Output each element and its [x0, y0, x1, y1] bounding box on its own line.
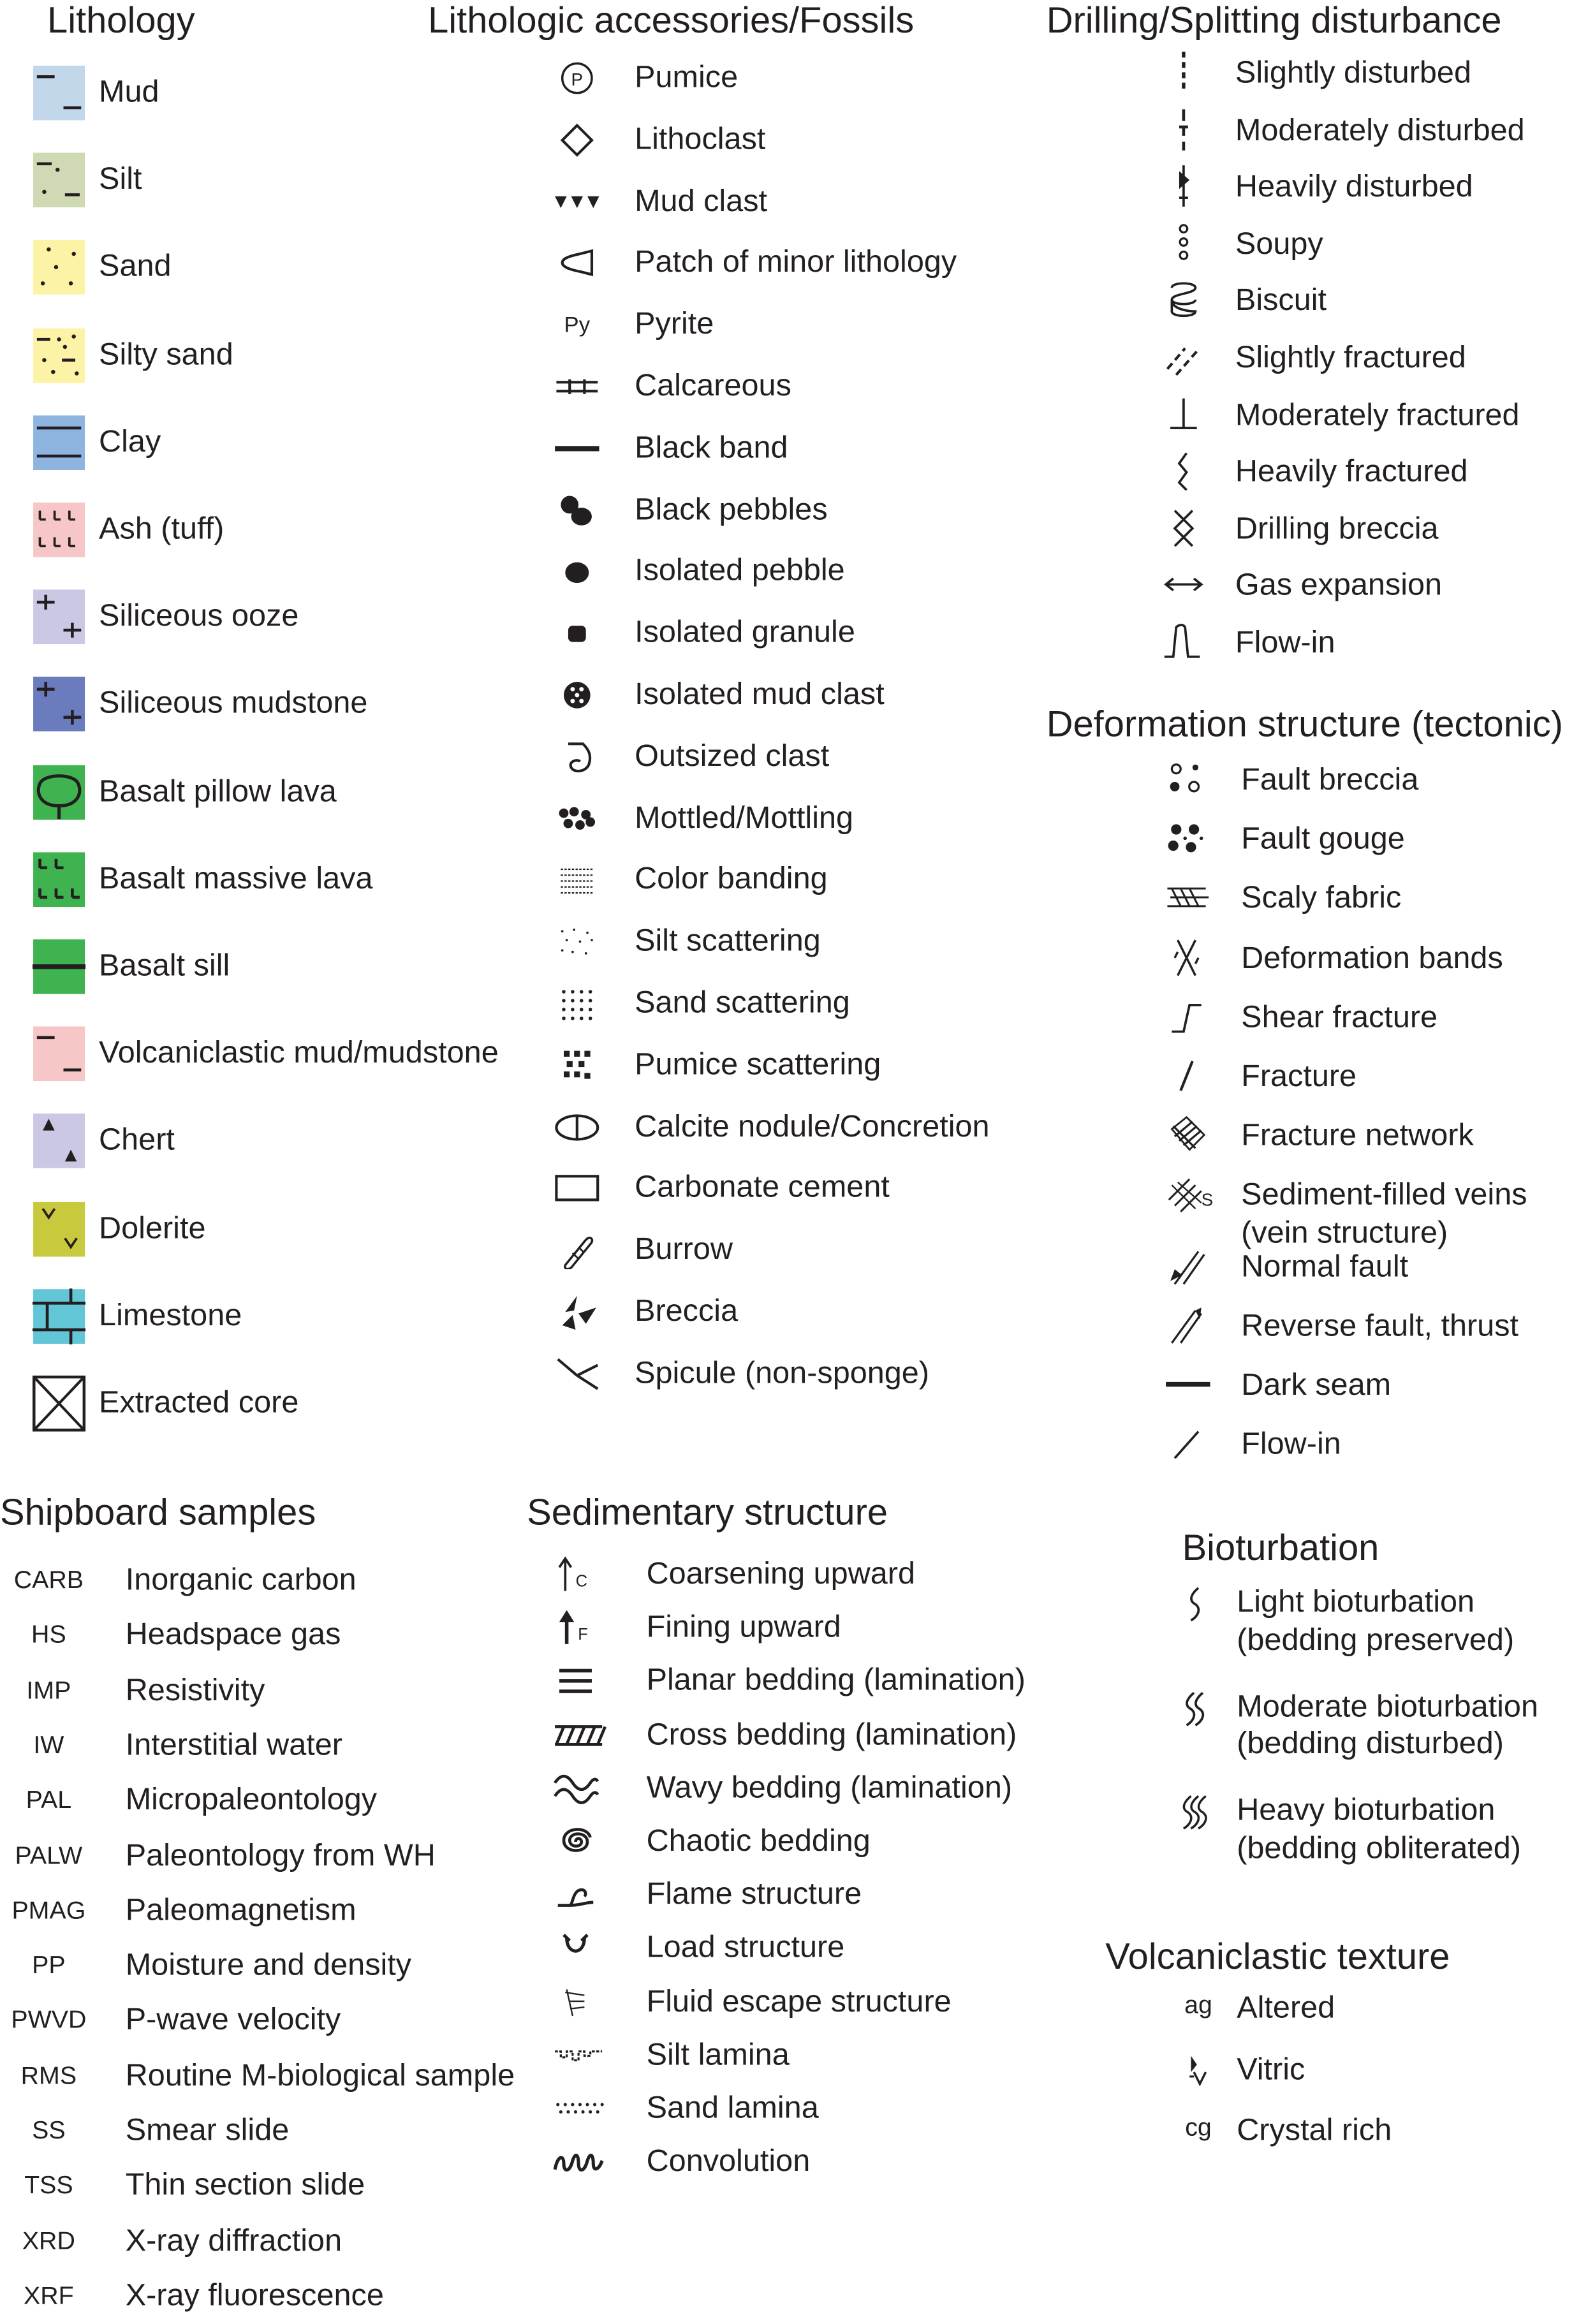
shear-fracture-icon — [1163, 996, 1210, 1045]
accessory-label-line: Black band — [635, 430, 788, 465]
sample-label: Headspace gas — [125, 1617, 341, 1652]
accessory-label — [635, 1231, 733, 1269]
soupy-icon — [1161, 223, 1205, 271]
accessory-label — [635, 799, 853, 837]
drilling-label — [1235, 283, 1327, 320]
lithology-label — [99, 860, 372, 898]
deformation-label-line: Sediment-filled veins — [1241, 1178, 1527, 1212]
biscuit-icon — [1161, 279, 1205, 328]
accessory-label-line: Isolated mud clast — [635, 677, 885, 712]
moderate-bioturbation-icon — [1178, 1688, 1214, 1736]
accessories-heading: Lithologic accessories/Fossils — [428, 0, 915, 41]
gas-expansion-icon — [1161, 564, 1205, 613]
lithology-label-line: Ash (tuff) — [99, 511, 224, 547]
shipboard-heading: Shipboard samples — [0, 1492, 316, 1534]
accessory-label — [635, 244, 957, 282]
accessory-label-line: Spicule (non-sponge) — [635, 1356, 930, 1390]
light-bioturbation-icon — [1178, 1584, 1214, 1632]
basalt-pillow-swatch — [33, 764, 85, 828]
black-band-icon — [554, 429, 601, 475]
svg-text:S: S — [1201, 1190, 1214, 1210]
sample-label: Paleontology from WH — [125, 1838, 436, 1872]
accessory-label-line: Sand scattering — [635, 985, 850, 1020]
clay-swatch — [33, 415, 85, 478]
ash-swatch — [33, 502, 85, 566]
sample-code: PMAG — [11, 1896, 86, 1925]
lithology-label-line: Limestone — [99, 1298, 242, 1333]
bioturbation-heading: Bioturbation — [1182, 1527, 1379, 1569]
deformation-label — [1241, 1248, 1408, 1286]
sedimentary-heading: Sedimentary structure — [527, 1492, 888, 1534]
sedimentary-label — [647, 2036, 790, 2074]
deformation-label-line: Fracture network — [1241, 1119, 1474, 1153]
sedimentary-label-line: Cross bedding (lamination) — [646, 1717, 1017, 1751]
sedimentary-label-line: Load structure — [646, 1931, 845, 1965]
drilling-label — [1235, 55, 1471, 92]
accessory-label-line: Calcite nodule/Concretion — [635, 1109, 990, 1144]
sedimentary-label — [647, 1769, 1013, 1807]
basalt-massive-swatch — [33, 851, 85, 915]
drilling-label-line: Flow-in — [1235, 626, 1335, 660]
mud-clast-icon — [554, 182, 601, 228]
sample-label: Paleomagnetism — [125, 1893, 357, 1927]
drilling-label-line: Moderately disturbed — [1235, 113, 1525, 147]
coarsening-upward-icon — [552, 1555, 599, 1601]
burrow-icon — [554, 1231, 601, 1277]
lithology-label — [99, 1035, 499, 1073]
lithology-label — [99, 336, 233, 374]
normal-fault-icon — [1163, 1245, 1210, 1293]
volcaniclastic-label-line: Crystal rich — [1237, 2113, 1392, 2148]
accessory-label — [635, 923, 821, 960]
sedimentary-label-line: Sand lamina — [646, 2091, 819, 2126]
flame-structure-icon — [552, 1876, 599, 1922]
deformation-label-line: Fault gouge — [1241, 822, 1405, 857]
drilling-label — [1235, 568, 1442, 605]
patch-icon — [554, 244, 601, 290]
altered-icon: ag — [1184, 1990, 1212, 2019]
silt-swatch — [33, 152, 85, 216]
basalt-sill-swatch — [33, 939, 85, 1003]
drilling-label — [1235, 510, 1439, 548]
drilling-label-line: Slightly fractured — [1235, 341, 1466, 375]
accessory-label — [635, 1170, 890, 1207]
sample-label: P-wave velocity — [125, 2003, 341, 2038]
heavily-disturbed-icon — [1161, 166, 1205, 214]
black-pebbles-icon — [554, 491, 601, 537]
chaotic-bedding-icon — [552, 1823, 599, 1869]
drilling-label-line: Heavily disturbed — [1235, 170, 1473, 204]
lithology-label — [99, 1210, 205, 1247]
lithology-label-line: Clay — [99, 424, 161, 459]
color-banding-icon — [554, 861, 601, 907]
sedimentary-label — [647, 1663, 1026, 1700]
accessory-label — [635, 861, 828, 899]
sedimentary-label-line: Wavy bedding (lamination) — [646, 1770, 1013, 1805]
deformation-label — [1241, 1367, 1391, 1404]
accessory-label-line: Isolated pebble — [635, 554, 845, 588]
lithology-label — [99, 598, 298, 636]
sand-swatch — [33, 240, 85, 304]
deformation-label — [1241, 761, 1418, 799]
deformation-label — [1241, 821, 1405, 858]
lithology-label-line: Basalt massive lava — [99, 861, 373, 896]
pumice-icon — [554, 59, 601, 105]
accessory-label — [635, 1293, 738, 1330]
sample-label: Routine M-biological sample — [125, 2058, 515, 2092]
accessory-label — [635, 305, 714, 343]
lithology-label-line: Basalt pillow lava — [99, 774, 337, 809]
lithology-label — [99, 161, 142, 199]
isolated-pebble-icon — [554, 552, 601, 598]
lithology-label — [99, 249, 171, 286]
pumice-scattering-icon — [554, 1046, 601, 1092]
accessory-label — [635, 1046, 881, 1084]
sample-label: Interstitial water — [125, 1728, 343, 1762]
outsized-clast-icon — [554, 738, 601, 784]
fault-breccia-icon — [1163, 758, 1210, 807]
drilling-label-line: Slightly disturbed — [1235, 55, 1471, 91]
accessory-label-line: Patch of minor lithology — [635, 246, 957, 280]
sedimentary-label — [647, 1823, 871, 1860]
convolution-icon — [552, 2144, 608, 2189]
heavy-bioturbation-icon — [1178, 1791, 1216, 1840]
svg-text:F: F — [578, 1626, 588, 1644]
bioturbation-label-line: Light bioturbation — [1237, 1585, 1475, 1619]
accessory-label-line: Pyrite — [635, 307, 714, 341]
fracture-icon — [1163, 1055, 1210, 1104]
bioturbation-label-line: Moderate bioturbation — [1237, 1689, 1539, 1723]
sample-code: PALW — [15, 1841, 83, 1869]
lithology-label-line: Dolerite — [99, 1210, 206, 1246]
flow-in-deformation-icon — [1163, 1423, 1210, 1471]
deformation-label-line: Flow-in — [1241, 1427, 1341, 1462]
deformation-label-line: Reverse fault, thrust — [1241, 1309, 1519, 1343]
volcaniclastic-label — [1237, 1989, 1335, 2027]
drilling-breccia-icon — [1161, 508, 1205, 556]
bioturbation-label-line2: (bedding obliterated) — [1237, 1830, 1522, 1865]
lithology-label — [99, 423, 161, 461]
reverse-fault-icon — [1163, 1304, 1210, 1353]
accessory-label — [635, 552, 845, 590]
sedimentary-label — [647, 2144, 811, 2181]
limestone-swatch — [33, 1288, 85, 1352]
isolated-mud-clast-icon — [554, 676, 601, 722]
svg-text:Py: Py — [564, 313, 591, 338]
sample-label: Resistivity — [125, 1673, 265, 1707]
bioturbation-label-line2: (bedding preserved) — [1237, 1622, 1515, 1657]
sedimentary-label — [647, 1555, 915, 1593]
spicule-icon — [554, 1355, 601, 1401]
mottled-icon — [554, 799, 601, 845]
calcareous-icon — [554, 367, 601, 413]
sample-code: IW — [33, 1731, 64, 1760]
sedimentary-label-line: Flame structure — [646, 1877, 862, 1912]
deformation-bands-icon — [1163, 937, 1210, 985]
lithology-label-line: Mud — [99, 75, 159, 110]
deformation-label-line: Fracture — [1241, 1059, 1357, 1094]
volcaniclastic-heading: Volcaniclastic texture — [1105, 1936, 1450, 1978]
sedimentary-label-line: Planar bedding (lamination) — [646, 1663, 1026, 1698]
bioturbation-label-line: Heavy bioturbation — [1237, 1793, 1496, 1827]
deformation-heading: Deformation structure (tectonic) — [1046, 703, 1563, 746]
accessory-label — [635, 59, 738, 97]
fluid-escape-icon — [552, 1983, 599, 2029]
sample-label: Micropaleontology — [125, 1783, 378, 1818]
cross-bedding-icon — [552, 1716, 608, 1761]
accessory-label-line: Calcareous — [635, 369, 791, 403]
sample-code: XRD — [22, 2226, 75, 2255]
deformation-label — [1241, 999, 1437, 1036]
sand-lamina-icon — [552, 2090, 608, 2136]
deformation-label-line: Fault breccia — [1241, 763, 1419, 797]
sample-label: Moisture and density — [125, 1948, 412, 1983]
lithology-label-line: Siliceous ooze — [99, 599, 299, 634]
sedimentary-label — [647, 1929, 845, 1967]
lithology-label-line: Siliceous mudstone — [99, 686, 368, 721]
drilling-label-line: Heavily fractured — [1235, 455, 1468, 489]
lithology-label — [99, 511, 224, 548]
sample-code: IMP — [26, 1675, 71, 1704]
sample-label: X-ray fluorescence — [125, 2278, 384, 2313]
sample-code: XRF — [24, 2281, 74, 2310]
accessory-label-line: Mud clast — [635, 184, 768, 218]
bioturbation-label — [1237, 1688, 1538, 1763]
accessory-label-line: Isolated granule — [635, 615, 855, 650]
sample-code: CARB — [13, 1566, 84, 1594]
accessory-label-line: Black pebbles — [635, 492, 828, 527]
deformation-label — [1241, 1426, 1341, 1464]
lithology-label — [99, 74, 159, 112]
load-structure-icon — [552, 1929, 599, 1975]
accessory-label — [635, 738, 829, 776]
drilling-label — [1235, 339, 1466, 377]
moderately-disturbed-icon — [1161, 108, 1205, 157]
drilling-label — [1235, 168, 1473, 206]
accessory-label-line: Silt scattering — [635, 924, 821, 959]
dolerite-swatch — [33, 1201, 85, 1265]
sedimentary-label — [647, 1609, 841, 1647]
lithology-label — [99, 1385, 298, 1422]
sedimentary-label — [647, 1876, 862, 1914]
lithology-label-line: Volcaniclastic mud/mudstone — [99, 1036, 499, 1071]
flow-in-drilling-icon — [1161, 621, 1205, 670]
svg-text:P: P — [571, 70, 584, 90]
lithology-label — [99, 1122, 175, 1160]
deformation-label-line: Deformation bands — [1241, 941, 1503, 975]
accessory-label — [635, 985, 850, 1022]
sample-code: PAL — [26, 1786, 72, 1814]
drilling-label-line: Biscuit — [1235, 284, 1327, 318]
sample-label: Thin section slide — [125, 2168, 365, 2203]
deformation-label — [1241, 939, 1503, 977]
breccia-icon — [554, 1293, 601, 1339]
fining-upward-icon — [552, 1609, 599, 1655]
volcaniclastic-label — [1237, 2050, 1305, 2088]
calcite-nodule-icon — [554, 1108, 601, 1154]
sedimentary-label — [647, 1983, 952, 2020]
sedimentary-label-line: Convolution — [646, 2144, 811, 2179]
drilling-heading: Drilling/Splitting disturbance — [1046, 0, 1502, 41]
drilling-label-line: Drilling breccia — [1235, 511, 1439, 546]
deformation-label — [1241, 1117, 1474, 1155]
siliceous-ooze-swatch — [33, 589, 85, 653]
sedimentary-label-line: Fluid escape structure — [646, 1984, 952, 2019]
deformation-label-line: Scaly fabric — [1241, 881, 1402, 916]
lithology-heading: Lithology — [47, 0, 195, 41]
accessory-label-line: Color banding — [635, 862, 828, 897]
sedimentary-label-line: Fining upward — [646, 1610, 841, 1645]
sedimentary-label — [647, 1716, 1017, 1753]
bioturbation-label — [1237, 1584, 1514, 1659]
deformation-label-line2: (vein structure) — [1241, 1216, 1448, 1251]
crystal-rich-icon: cg — [1185, 2113, 1212, 2142]
sediment-veins-icon — [1163, 1174, 1219, 1223]
silt-lamina-icon — [552, 2036, 608, 2082]
accessory-label — [635, 429, 788, 467]
sedimentary-label-line: Chaotic bedding — [646, 1824, 871, 1858]
deformation-label — [1241, 1307, 1518, 1345]
accessory-label-line: Mottled/Mottling — [635, 800, 854, 835]
accessory-label — [635, 1355, 929, 1392]
heavily-fractured-icon — [1161, 450, 1205, 499]
chert-swatch — [33, 1114, 85, 1177]
bioturbation-label-line2: (bedding disturbed) — [1237, 1726, 1504, 1761]
sample-code: RMS — [20, 2061, 77, 2090]
lithology-label — [99, 686, 367, 723]
sample-code: PP — [32, 1951, 66, 1980]
sample-label: Smear slide — [125, 2113, 290, 2148]
lithology-label-line: Silt — [99, 162, 142, 197]
sample-code: PWVD — [11, 2006, 87, 2034]
slightly-disturbed-icon — [1161, 52, 1205, 100]
volcaniclastic-label — [1237, 2112, 1392, 2149]
accessory-label — [635, 1108, 990, 1145]
accessory-label — [635, 614, 855, 652]
accessory-label — [635, 121, 765, 158]
accessory-label-line: Outsized clast — [635, 739, 830, 774]
wavy-bedding-icon — [552, 1769, 599, 1815]
drilling-label-line: Moderately fractured — [1235, 397, 1520, 432]
fault-gouge-icon — [1163, 818, 1210, 866]
lithology-label — [99, 773, 337, 811]
deformation-label — [1241, 1058, 1356, 1096]
volcaniclastic-label-line: Vitric — [1237, 2052, 1305, 2086]
sample-label: X-ray diffraction — [125, 2223, 342, 2258]
fracture-network-icon — [1163, 1115, 1210, 1163]
accessory-label-line: Burrow — [635, 1232, 733, 1267]
drilling-label — [1235, 226, 1323, 263]
mud-swatch — [33, 65, 85, 129]
accessory-label — [635, 182, 767, 220]
scaly-fabric-icon — [1163, 877, 1210, 925]
siliceous-mudstone-swatch — [33, 677, 85, 740]
extracted-core-swatch — [33, 1376, 85, 1439]
svg-text:C: C — [575, 1572, 587, 1591]
sample-label: Inorganic carbon — [125, 1563, 357, 1597]
sand-scattering-icon — [554, 985, 601, 1031]
deformation-label — [1241, 1177, 1527, 1253]
silty-sand-swatch — [33, 327, 85, 391]
drilling-label — [1235, 397, 1520, 434]
accessory-label-line: Carbonate cement — [635, 1170, 890, 1205]
sample-code: SS — [32, 2116, 66, 2145]
pyrite-icon — [554, 305, 601, 351]
lithology-label-line: Sand — [99, 249, 172, 284]
silt-scattering-icon — [554, 923, 601, 969]
sedimentary-label-line: Silt lamina — [646, 2038, 790, 2072]
volcaniclastic-label-line: Altered — [1237, 1990, 1335, 2025]
accessory-label-line: Pumice — [635, 60, 739, 95]
accessory-label-line: Breccia — [635, 1294, 739, 1328]
slightly-fractured-icon — [1161, 337, 1205, 385]
lithology-label — [99, 948, 230, 985]
isolated-granule-icon — [554, 614, 601, 660]
accessory-label — [635, 491, 828, 529]
lithoclast-icon — [554, 121, 601, 166]
lithology-label-line: Basalt sill — [99, 948, 230, 983]
moderately-fractured-icon — [1161, 393, 1205, 442]
sedimentary-label-line: Coarsening upward — [646, 1557, 915, 1591]
accessory-label-line: Pumice scattering — [635, 1047, 881, 1082]
lithology-label-line: Extracted core — [99, 1385, 299, 1420]
sample-code: HS — [31, 1621, 66, 1649]
sample-code: TSS — [24, 2171, 73, 2200]
lithology-label-line: Chert — [99, 1123, 175, 1158]
carbonate-cement-icon — [554, 1170, 601, 1216]
lithology-label-line: Silty sand — [99, 337, 233, 372]
accessory-label — [635, 676, 885, 714]
volcaniclastic-swatch — [33, 1026, 85, 1090]
drilling-label — [1235, 112, 1525, 149]
drilling-label-line: Soupy — [1235, 226, 1323, 261]
dark-seam-icon — [1163, 1364, 1214, 1412]
accessory-label-line: Lithoclast — [635, 122, 766, 156]
deformation-label-line: Dark seam — [1241, 1368, 1392, 1402]
drilling-label — [1235, 453, 1468, 491]
accessory-label — [635, 367, 791, 405]
deformation-label-line: Normal fault — [1241, 1249, 1409, 1284]
bioturbation-label — [1237, 1791, 1521, 1867]
vitric-icon — [1178, 2050, 1216, 2096]
drilling-label — [1235, 624, 1335, 662]
sedimentary-label — [647, 2090, 819, 2128]
deformation-label-line: Shear fracture — [1241, 1000, 1438, 1034]
planar-bedding-icon — [552, 1663, 599, 1709]
lithology-label — [99, 1297, 242, 1335]
deformation-label — [1241, 880, 1401, 918]
drilling-label-line: Gas expansion — [1235, 568, 1443, 603]
